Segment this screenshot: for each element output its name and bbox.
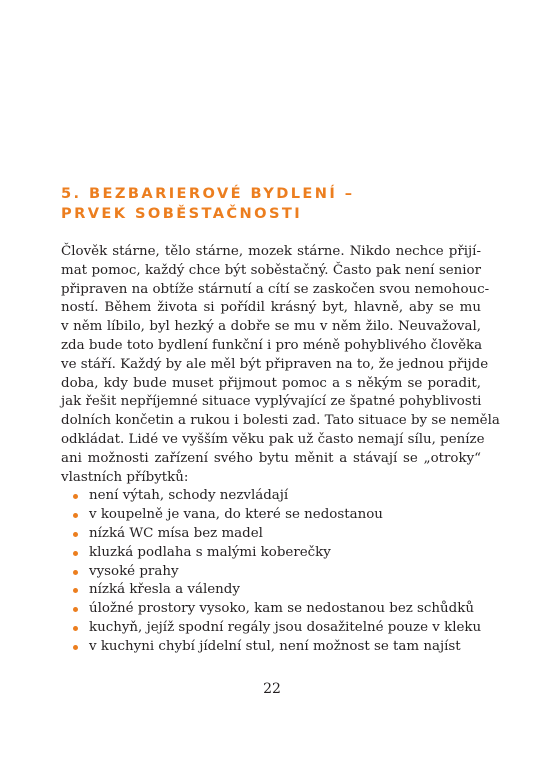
list-item <box>61 600 481 619</box>
paragraph-line: připraven na obtíže stárnutí a cítí se zaskočen svou nemohouc- <box>61 281 490 297</box>
list-item-text: kluzká podlaha s malými koberečky <box>89 544 331 560</box>
bullet-icon <box>73 607 78 612</box>
list-item <box>61 563 481 582</box>
paragraph-line: mat pomoc, každý chce být soběstačný. Často pak není senior <box>61 262 481 278</box>
bullet-icon <box>73 588 78 593</box>
bullet-icon <box>73 551 78 556</box>
paragraph-line: Člověk stárne, tělo stárne, mozek stárne. Nikdo nechce přijí- <box>61 244 481 259</box>
bullet-icon <box>73 645 78 650</box>
paragraph-line: jak řešit nepříjemné situace vyplývající ze špatné pohyblivosti <box>61 394 482 410</box>
list-item <box>61 525 481 544</box>
bullet-icon <box>73 626 78 631</box>
paragraph-line: v něm líbilo, byl hezký a dobře se mu v něm žilo. Neuvažoval, <box>61 319 481 335</box>
list-item <box>61 487 481 506</box>
paragraph-line: dolních končetin a rukou i bolesti zad. Tato situace by se neměla <box>61 413 500 429</box>
chapter-heading-line-1: 5. BEZBARIEROVÉ BYDLENÍ – <box>61 185 355 202</box>
paragraph-line: doba, kdy bude muset přijmout pomoc a s někým se poradit, <box>61 375 481 391</box>
paragraph <box>61 243 500 487</box>
page-number: 22 <box>263 681 281 697</box>
bullet-icon <box>73 494 78 499</box>
list-item-text: vysoké prahy <box>89 563 179 579</box>
list-item-text: kuchyň, jejíž spodní regály jsou dosažitelné pouze v kleku <box>89 619 482 635</box>
paragraph-line: odkládat. Lidé ve vyšším věku pak už často nemají sílu, peníze <box>61 431 485 447</box>
bullet-icon <box>73 532 78 537</box>
list-item <box>61 544 481 563</box>
list-item-text: v kuchyni chybí jídelní stul, není možnost se tam najíst <box>89 638 461 654</box>
bullet-icon <box>73 570 78 575</box>
paragraph-line: ností. Během života si pořídil krásný byt, hlavně, aby se mu <box>61 300 481 316</box>
paragraph-line: ani možnosti zařízení svého bytu měnit a stávají se „otroky“ <box>61 450 481 466</box>
chapter-body <box>61 243 500 657</box>
bullet-icon <box>73 513 78 518</box>
list-item-text: úložné prostory vysoko, kam se nedostanou bez schůdků <box>89 601 474 617</box>
bullet-list <box>61 487 481 656</box>
paragraph-line: ve stáří. Každý by ale měl být připraven na to, že jednou přijde <box>61 356 489 372</box>
list-item <box>61 506 481 525</box>
chapter-heading-line-2: PRVEK SOBĚSTAČNOSTI <box>61 205 303 222</box>
list-item-text: není výtah, schody nezvládají <box>89 488 289 504</box>
chapter-heading <box>61 184 481 224</box>
list-item-text: v koupelně je vana, do které se nedostanou <box>89 507 383 523</box>
list-item <box>61 619 481 638</box>
list-item <box>61 581 481 600</box>
paragraph-line: vlastních příbytků: <box>61 469 189 485</box>
list-item-text: nízká křesla a válendy <box>89 582 240 598</box>
list-item-text: nízká WC mísa bez madel <box>89 525 263 541</box>
list-item <box>61 638 481 657</box>
paragraph-line: zda bude toto bydlení funkční i pro méně pohyblivého člověka <box>61 337 483 353</box>
